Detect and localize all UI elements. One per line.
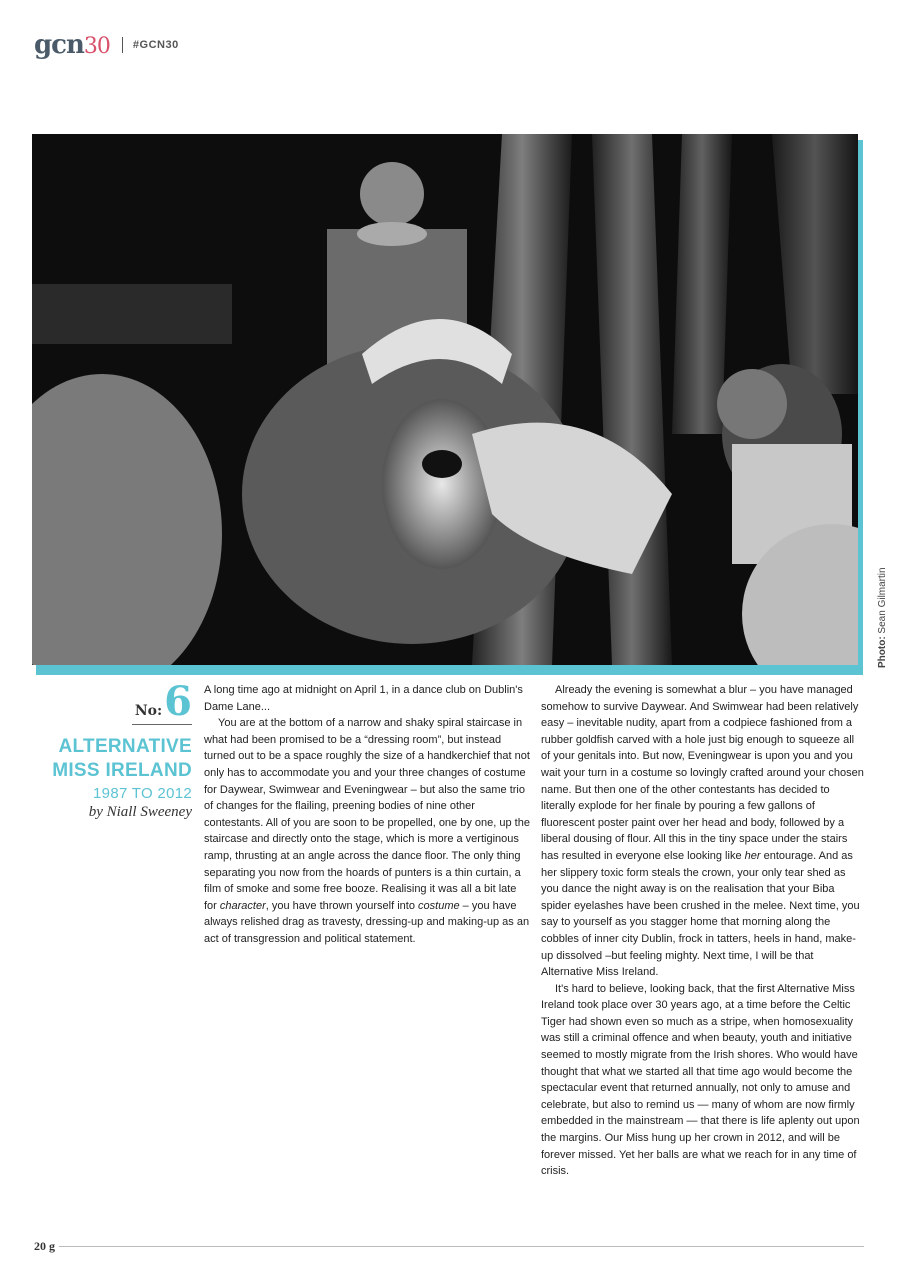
number-label: No: xyxy=(134,703,163,719)
text-span: entourage. And as her slippery toxic form steals the crown, your only tear shed as you dance the night away is on the realisation that your Biba spider eyelashes have been crushed in the melee. Next time, you say to yourself as you stagger home that morning along the cobbles of inner city Dublin, frock in tatters, heels in hand, make-up dissolved –but feeling mighty. Next time, I will be that Alternative Miss Ireland. xyxy=(541,849,860,979)
emphasis: her xyxy=(744,849,761,862)
body-column-1 xyxy=(204,682,530,948)
article-years: 1987 TO 2012 xyxy=(93,785,192,802)
text-span: You are at the bottom of a narrow and shaky spiral staircase in what had been promised to be a “dressing room”, but instead turned out to be a space roughly the size of a handkerchief that not only has to accommodate you and your three changes of costume for Daywear, Swimwear and Eveningwear – but also the same trio of changes for the flailing, preening bodies of nine other contestants. All of you are soon to be propelled, one by one, up the staircase and directly onto the stage, which is more a vertiginous ramp, thrusting at an angle across the dance floor. The only thing separating you now from the hoards of punters is a thin curtain, a film of smoke and some free booze. Realising it was all a bit late for xyxy=(204,717,530,912)
paragraph xyxy=(541,682,865,981)
title-line-2: MISS IRELAND xyxy=(52,760,192,781)
paragraph: A long time ago at midnight on April 1, in a dance club on Dublin's Dame Lane... xyxy=(204,684,523,713)
hashtag: #GCN30 xyxy=(132,39,179,51)
article-sidebar xyxy=(30,678,192,821)
paragraph xyxy=(204,715,530,947)
page-footer xyxy=(34,1236,864,1256)
photo-illustration xyxy=(32,134,858,665)
body-column-2 xyxy=(541,682,865,1180)
photo-credit xyxy=(877,567,888,668)
article-title xyxy=(30,735,192,783)
logo-main: gcn xyxy=(34,30,84,60)
drag-performer-photo xyxy=(32,134,858,665)
masthead-divider xyxy=(122,37,123,53)
footer-rule xyxy=(59,1246,864,1247)
masthead xyxy=(34,30,179,60)
logo-number: 30 xyxy=(83,34,110,59)
title-line-1: ALTERNATIVE xyxy=(58,736,192,757)
page-folio xyxy=(34,1239,55,1254)
text-span: – you have always relished drag as travesty, dressing-up and making-up as an act of transgression and political statement. xyxy=(204,899,530,945)
photo-credit-label: Photo: xyxy=(877,636,888,668)
footer-brand-mark: g xyxy=(49,1238,55,1253)
photo-container xyxy=(32,134,858,669)
gcn-logo[interactable] xyxy=(34,32,110,58)
number-value: 6 xyxy=(164,678,192,725)
photo-credit-name: Sean Gilmartin xyxy=(877,567,888,634)
text-span: Already the evening is somewhat a blur – you have managed somehow to survive Daywear. And Swimwear had been relatively easy – inevitable nudity, apart from a codpiece fashioned from a rubber goldfish carved with a hole just big enough to squeeze all of your genitals into. But now, Eveningwear is upon you and you wait your turn in a costume so lovingly crafted around your chosen name. But then one of the other contestants has decided to literally explode for her finale by pouring a few gallons of fluorescent poster paint over her head and body, followed by a liberal dousing of flour. All this in the tiny space under the stairs has resulted in everyone else looking like xyxy=(541,684,864,862)
page-number: 20 xyxy=(34,1238,46,1253)
emphasis: character xyxy=(219,899,266,912)
article-byline: by Niall Sweeney xyxy=(88,804,192,820)
paragraph: It's hard to believe, looking back, that the first Alternative Miss Ireland took place over 30 years ago, at a time before the Celtic Tiger had shown even so much as a stripe, when homosexuality was still a criminal offence and when beauty, youth and initiative seemed to mostly migrate from the Irish shores. Who would have thought that what we started all that time ago would become the spectacular event that returned annually, not only to amuse and celebrate, but also to remind us — many of whom are now firmly embedded in the mainstream — that there is life aplenty out upon the margins. Our Miss hung up her crown in 2012, and will be forever missed. Yet her balls are what we reach for in any time of crisis. xyxy=(541,982,860,1178)
article-number xyxy=(132,678,192,725)
text-span: , you have thrown yourself into xyxy=(265,899,415,912)
emphasis: costume xyxy=(418,899,460,912)
